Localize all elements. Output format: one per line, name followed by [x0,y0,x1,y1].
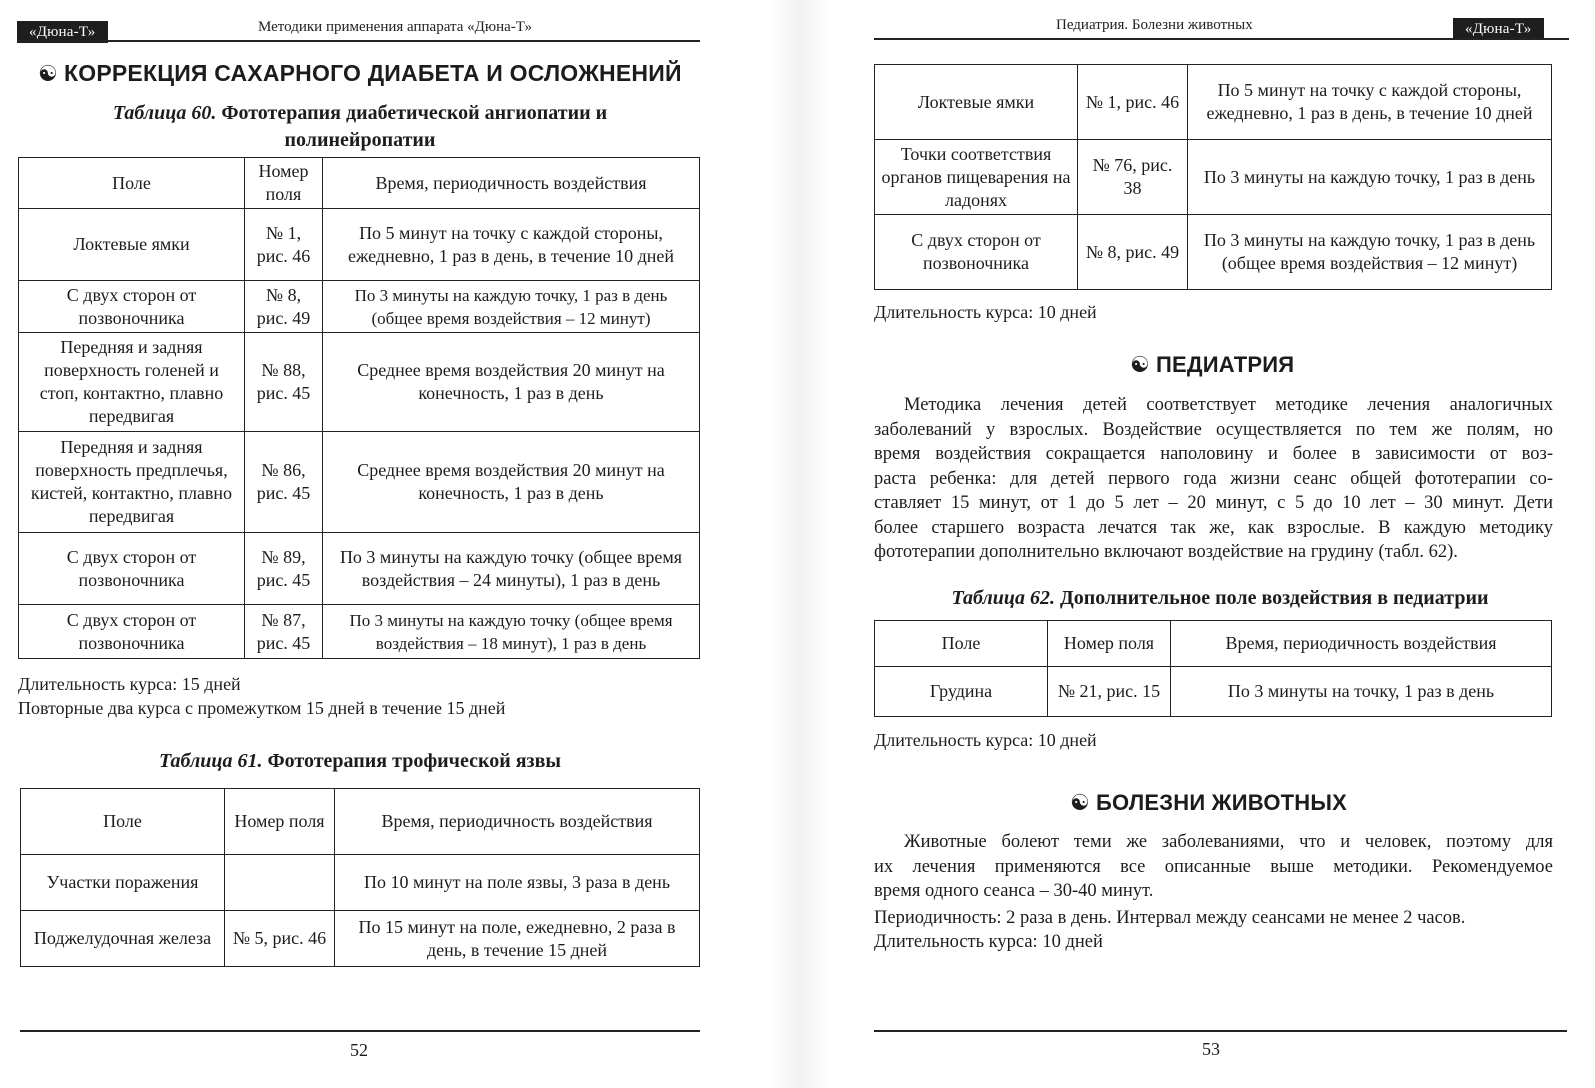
table-cell: № 76, рис. 38 [1078,140,1188,215]
section-title-text: БОЛЕЗНИ ЖИВОТНЫХ [1096,790,1347,815]
paragraph-line: Методика лечения детей соответствует методике лечения аналогичных [904,395,1553,415]
paragraph-line: время одного сеанса – 30-40 минут. [874,881,1154,901]
column-header: Время, периодичность воздействия [1171,621,1552,667]
table61 [20,788,700,967]
table-header-row [875,621,1552,667]
table-cell: По 5 минут на точку с каждой стороны, ежедневно, 1 раз в день, в течение 10 дней [323,209,700,281]
table-row [875,140,1552,215]
table-row [19,533,700,605]
running-header: Педиатрия. Болезни животных [1056,17,1253,33]
table61-caption [40,748,680,775]
table61-caption-number: Таблица 61. [158,750,263,772]
table-cell: № 8, рис. 49 [245,281,323,333]
table-cell: По 15 минут на поле, ежедневно, 2 раза в день, в течение 15 дней [335,911,700,967]
table60 [18,157,700,659]
yin-yang-icon: ☯ [1130,352,1150,377]
table-cell: Среднее время воздействия 20 минут на конечность, 1 раз в день [323,333,700,432]
table-cell: Грудина [875,667,1048,717]
paragraph-line: заболеваний у взрослых. Воздействие осуществляется по тем же полям, но [874,419,1553,440]
paragraph-line: раста ребенка: для детей первого года жизни сеанс общей фототерапии со- [874,468,1553,489]
table-row [875,215,1552,290]
table61-caption-text: Фототерапия трофической язвы [267,750,562,772]
animals-periodicity: Периодичность: 2 раза в день. Интервал между сеансами не менее 2 часов. [874,908,1466,928]
table-cell: По 3 минуты на каждую точку (общее время воздействия – 18 минут), 1 раз в день [323,605,700,659]
table-cell: Передняя и задняя поверхность голеней и стоп, контактно, плавно передвигая [19,333,245,432]
paragraph-line: их лечения применяются все описанные выше методики. Рекомендуемое [874,856,1553,877]
header-rule [874,38,1569,40]
table60-caption-text: Фототерапия диабетической ангиопатии и полинейропатии [221,102,608,151]
table-cell: Локтевые ямки [875,65,1078,140]
table-cell: По 3 минуты на каждую точку, 1 раз в день [1188,140,1552,215]
table60-caption-number: Таблица 60. [112,102,217,124]
running-header: Методики применения аппарата «Дюна-Т» [258,19,533,35]
table-cell: По 10 минут на поле язвы, 3 раза в день [335,855,700,911]
animals-course-duration: Длительность курса: 10 дней [874,932,1103,952]
section-title-pediatrics [1130,352,1294,378]
table-row [19,209,700,281]
right-page [860,0,1595,1088]
table-row [21,855,700,911]
course-duration: Длительность курса: 10 дней [874,302,1097,322]
table-row [875,667,1552,717]
table62-caption [890,585,1550,612]
table-cell: С двух сторон от позвоночника [875,215,1078,290]
table-cell: Участки поражения [21,855,225,911]
paragraph-line: Животные болеют теми же заболеваниями, что и человек, поэтому для [904,832,1553,852]
header-badge: «Дюна-Т» [17,21,108,43]
table-cell: С двух сторон от позвоночника [19,281,245,333]
paragraph-line: фототерапии дополнительно включают воздействие на грудину (табл. 62). [874,542,1458,562]
table-cell: № 87, рис. 45 [245,605,323,659]
course-duration: Длительность курса: 15 дней [18,674,241,694]
header-badge: «Дюна-Т» [1453,18,1544,40]
column-header: Время, периодичность воздействия [323,158,700,209]
table60-caption [40,100,680,154]
table-row [19,281,700,333]
table-cell: По 5 минут на точку с каждой стороны, ежедневно, 1 раз в день, в течение 10 дней [1188,65,1552,140]
table-header-row [21,789,700,855]
table62 [874,620,1552,717]
table62-caption-number: Таблица 62. [951,587,1055,609]
left-page [0,0,730,1088]
animals-paragraph [874,830,1553,904]
table-cell: № 8, рис. 49 [1078,215,1188,290]
yin-yang-icon: ☯ [1070,790,1090,815]
column-header: Номер поля [245,158,323,209]
course-repeat: Повторные два курса с промежутком 15 дней в течение 15 дней [18,698,506,718]
column-header: Поле [21,789,225,855]
paragraph-line: ставляет 15 минут, от 1 до 5 лет – 20 минут, с 5 до 10 лет – 30 минут. Дети [874,493,1553,513]
table-row [19,605,700,659]
table-cell: Передняя и задняя поверхность предплечья, кистей, контактно, плавно передвигая [19,432,245,533]
footer-rule [20,1030,700,1032]
paragraph-line: более старшего возраста лечатся так же, как взрослые. В каждую методику [874,517,1553,538]
yin-yang-icon: ☯ [38,61,58,86]
table-cell: С двух сторон от позвоночника [19,605,245,659]
page-number: 52 [350,1040,368,1060]
table-cell [225,855,335,911]
table-cell: По 3 минуты на каждую точку (общее время воздействия – 24 минуты), 1 раз в день [323,533,700,605]
table-cell: № 5, рис. 46 [225,911,335,967]
course-duration: Длительность курса: 10 дней [874,730,1097,750]
table-cell: Среднее время воздействия 20 минут на конечность, 1 раз в день [323,432,700,533]
table-cell: Поджелудочная железа [21,911,225,967]
table-row [19,333,700,432]
table-cell: С двух сторон от позвоночника [19,533,245,605]
table-cell: № 89, рис. 45 [245,533,323,605]
table-cell: Локтевые ямки [19,209,245,281]
book-gutter [770,0,830,1088]
column-header: Время, периодичность воздействия [335,789,700,855]
table-cell: По 3 минуты на каждую точку, 1 раз в день (общее время воздействия – 12 минут) [1188,215,1552,290]
table-cell: № 21, рис. 15 [1048,667,1171,717]
column-header: Поле [19,158,245,209]
column-header: Номер поля [225,789,335,855]
table-row [875,65,1552,140]
page-number: 53 [1202,1039,1220,1059]
section-title-diabetes [38,60,682,87]
table-row [19,432,700,533]
table-cell: Точки соответствия органов пищеварения на ладонях [875,140,1078,215]
section-title-text: ПЕДИАТРИЯ [1156,352,1295,377]
table-header-row [19,158,700,209]
paragraph-line: время воздействия сокращается наполовину и более в зависимости от воз- [874,444,1553,464]
table-cell: № 86, рис. 45 [245,432,323,533]
table-cell: № 1, рис. 46 [245,209,323,281]
section-title-text: КОРРЕКЦИЯ САХАРНОГО ДИАБЕТА И ОСЛОЖНЕНИЙ [64,60,682,86]
table-cell: № 1, рис. 46 [1078,65,1188,140]
column-header: Номер поля [1048,621,1171,667]
table-row [21,911,700,967]
footer-rule [874,1030,1567,1032]
table62-caption-text: Дополнительное поле воздействия в педиатрии [1059,587,1489,609]
section-title-animals [1070,790,1347,816]
pediatrics-paragraph [874,393,1553,565]
table-cell: По 3 минуты на точку, 1 раз в день [1171,667,1552,717]
table60-continuation [874,64,1552,290]
header-rule [17,40,700,42]
table-cell: По 3 минуты на каждую точку, 1 раз в день (общее время воздействия – 12 минут) [323,281,700,333]
table-cell: № 88, рис. 45 [245,333,323,432]
column-header: Поле [875,621,1048,667]
